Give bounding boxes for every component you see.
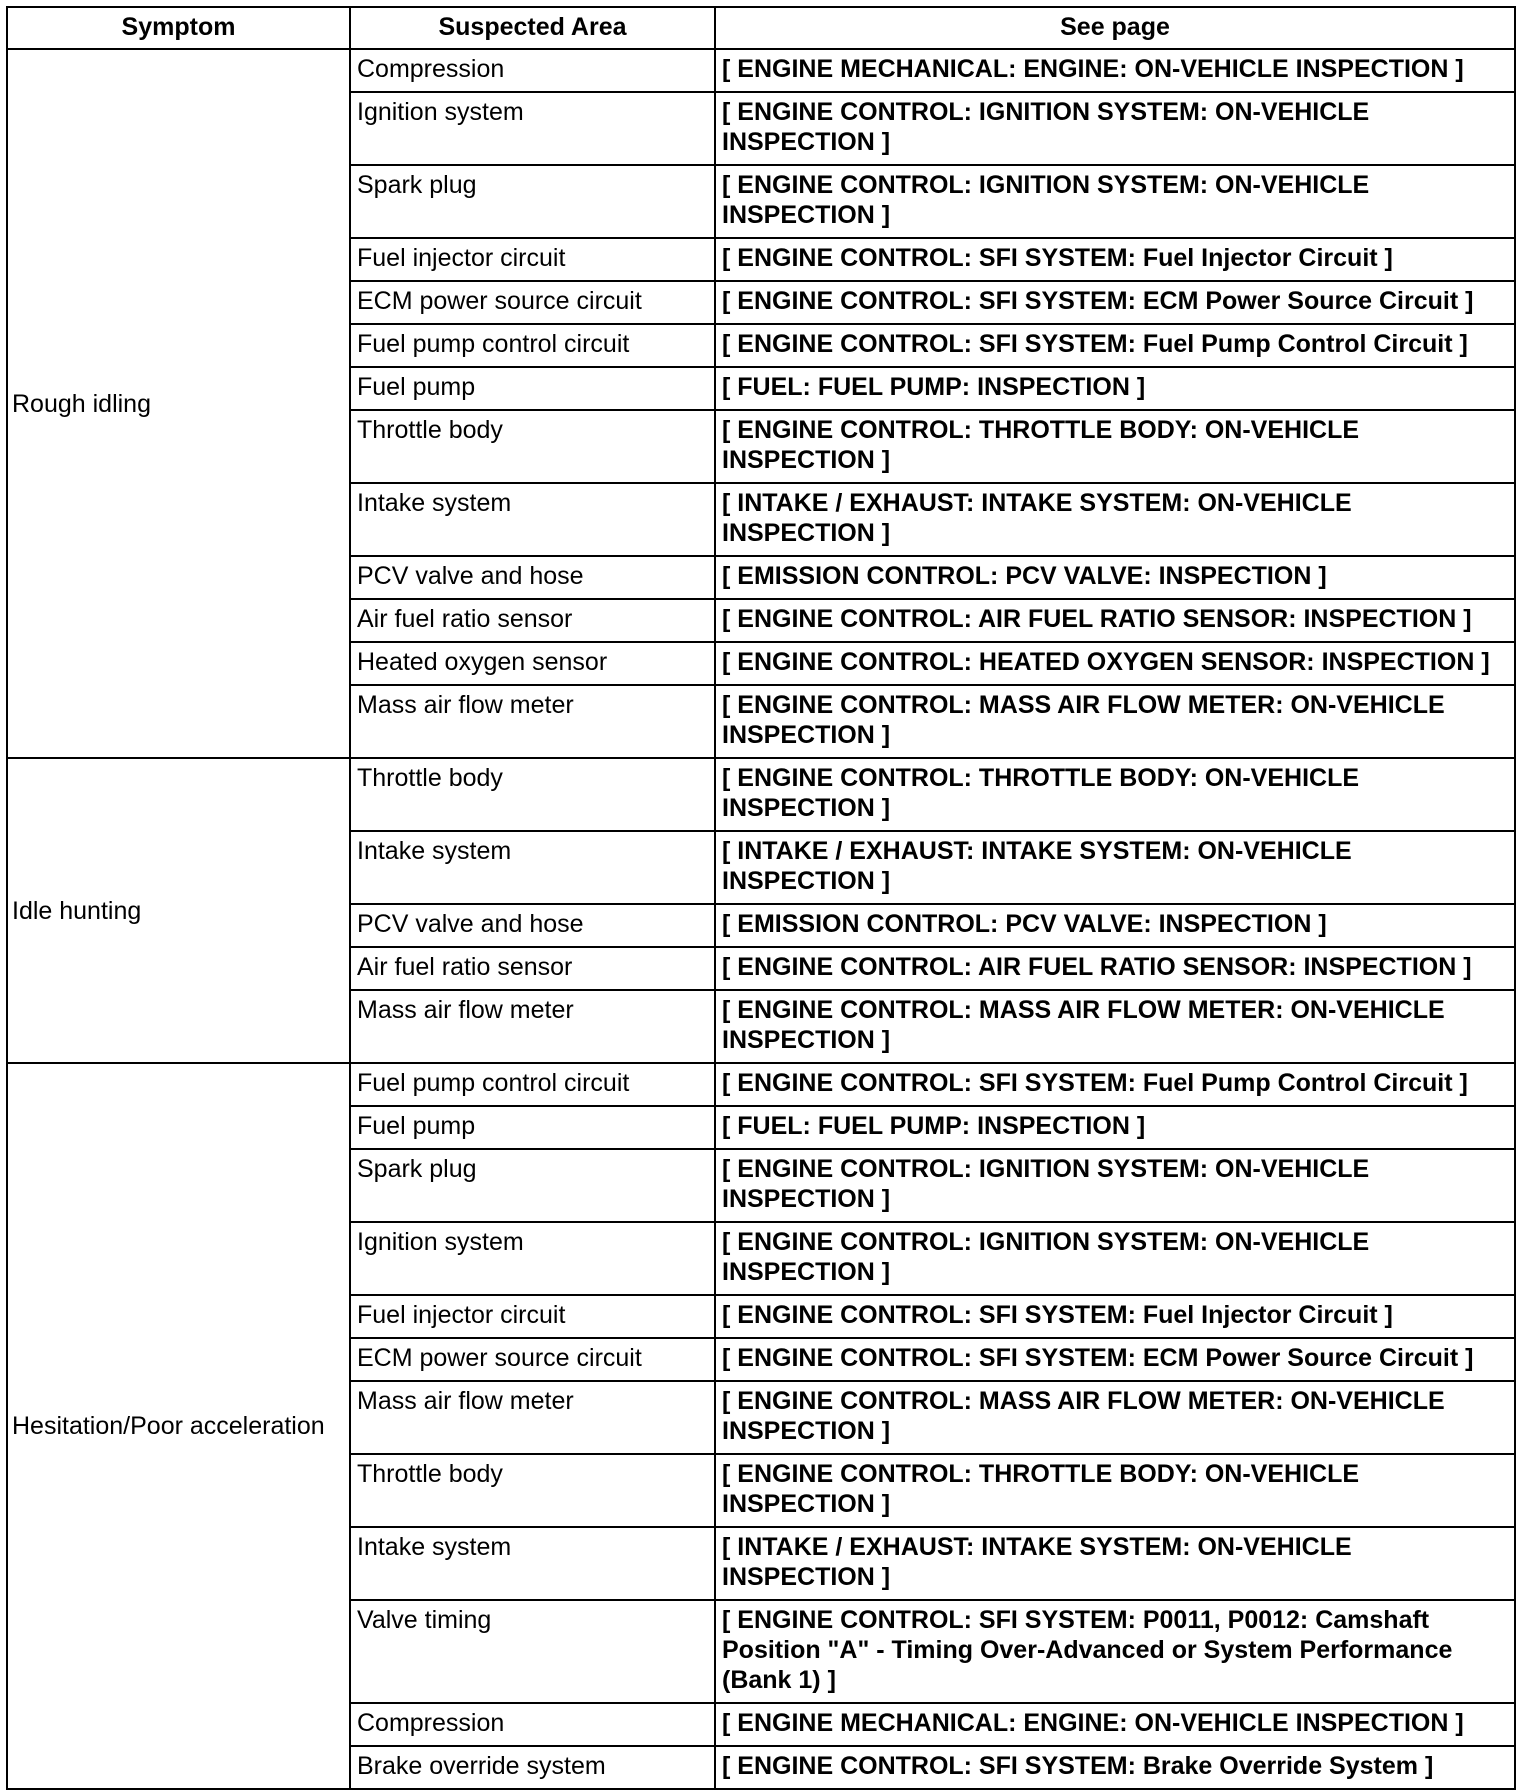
table-row: [7, 1063, 1515, 1106]
see-page-cell: [ ENGINE CONTROL: IGNITION SYSTEM: ON-VEHICLE INSPECTION ]: [715, 165, 1515, 238]
see-page-cell: [ ENGINE CONTROL: SFI SYSTEM: ECM Power Source Circuit ]: [715, 1338, 1515, 1381]
see-page-cell: [ ENGINE CONTROL: MASS AIR FLOW METER: ON-VEHICLE INSPECTION ]: [715, 990, 1515, 1063]
see-page-cell: [ ENGINE CONTROL: THROTTLE BODY: ON-VEHICLE INSPECTION ]: [715, 410, 1515, 483]
see-page-cell: [ ENGINE CONTROL: THROTTLE BODY: ON-VEHICLE INSPECTION ]: [715, 1454, 1515, 1527]
suspected-area-cell: Air fuel ratio sensor: [350, 947, 715, 990]
suspected-area-cell: Compression: [350, 49, 715, 92]
see-page-cell: [ ENGINE CONTROL: HEATED OXYGEN SENSOR: INSPECTION ]: [715, 642, 1515, 685]
see-page-cell: [ INTAKE / EXHAUST: INTAKE SYSTEM: ON-VEHICLE INSPECTION ]: [715, 1527, 1515, 1600]
table-row: [7, 758, 1515, 831]
symptom-cell: Rough idling: [7, 49, 350, 758]
suspected-area-cell: Spark plug: [350, 165, 715, 238]
suspected-area-cell: Ignition system: [350, 92, 715, 165]
see-page-cell: [ ENGINE CONTROL: SFI SYSTEM: Fuel Pump Control Circuit ]: [715, 324, 1515, 367]
symptom-cell: Hesitation/Poor acceleration: [7, 1063, 350, 1789]
suspected-area-cell: Ignition system: [350, 1222, 715, 1295]
see-page-cell: [ INTAKE / EXHAUST: INTAKE SYSTEM: ON-VEHICLE INSPECTION ]: [715, 483, 1515, 556]
see-page-cell: [ ENGINE CONTROL: SFI SYSTEM: P0011, P0012: Camshaft Position "A" - Timing Over-Advanced or System Performance (Bank 1) ]: [715, 1600, 1515, 1703]
see-page-cell: [ ENGINE CONTROL: IGNITION SYSTEM: ON-VEHICLE INSPECTION ]: [715, 1149, 1515, 1222]
suspected-area-cell: Intake system: [350, 831, 715, 904]
suspected-area-cell: Brake override system: [350, 1746, 715, 1789]
column-header-see-page: See page: [715, 7, 1515, 49]
see-page-cell: [ ENGINE CONTROL: THROTTLE BODY: ON-VEHICLE INSPECTION ]: [715, 758, 1515, 831]
suspected-area-cell: Intake system: [350, 483, 715, 556]
suspected-area-cell: Valve timing: [350, 1600, 715, 1703]
suspected-area-cell: Throttle body: [350, 758, 715, 831]
table-row: [7, 49, 1515, 92]
suspected-area-cell: ECM power source circuit: [350, 1338, 715, 1381]
troubleshooting-table: [6, 6, 1516, 1790]
suspected-area-cell: Air fuel ratio sensor: [350, 599, 715, 642]
suspected-area-cell: PCV valve and hose: [350, 904, 715, 947]
suspected-area-cell: Throttle body: [350, 410, 715, 483]
see-page-cell: [ ENGINE CONTROL: IGNITION SYSTEM: ON-VEHICLE INSPECTION ]: [715, 92, 1515, 165]
see-page-cell: [ ENGINE CONTROL: SFI SYSTEM: ECM Power Source Circuit ]: [715, 281, 1515, 324]
suspected-area-cell: Mass air flow meter: [350, 685, 715, 758]
see-page-cell: [ FUEL: FUEL PUMP: INSPECTION ]: [715, 367, 1515, 410]
see-page-cell: [ ENGINE CONTROL: SFI SYSTEM: Fuel Injector Circuit ]: [715, 238, 1515, 281]
see-page-cell: [ EMISSION CONTROL: PCV VALVE: INSPECTION ]: [715, 556, 1515, 599]
suspected-area-cell: Fuel injector circuit: [350, 238, 715, 281]
see-page-cell: [ ENGINE CONTROL: AIR FUEL RATIO SENSOR: INSPECTION ]: [715, 599, 1515, 642]
suspected-area-cell: Fuel injector circuit: [350, 1295, 715, 1338]
suspected-area-cell: Compression: [350, 1703, 715, 1746]
suspected-area-cell: PCV valve and hose: [350, 556, 715, 599]
suspected-area-cell: Fuel pump: [350, 367, 715, 410]
column-header-symptom: Symptom: [7, 7, 350, 49]
see-page-cell: [ ENGINE MECHANICAL: ENGINE: ON-VEHICLE INSPECTION ]: [715, 1703, 1515, 1746]
suspected-area-cell: Spark plug: [350, 1149, 715, 1222]
suspected-area-cell: Fuel pump control circuit: [350, 324, 715, 367]
column-header-suspected-area: Suspected Area: [350, 7, 715, 49]
see-page-cell: [ ENGINE CONTROL: SFI SYSTEM: Fuel Injector Circuit ]: [715, 1295, 1515, 1338]
see-page-cell: [ ENGINE CONTROL: IGNITION SYSTEM: ON-VEHICLE INSPECTION ]: [715, 1222, 1515, 1295]
suspected-area-cell: Heated oxygen sensor: [350, 642, 715, 685]
suspected-area-cell: Fuel pump control circuit: [350, 1063, 715, 1106]
see-page-cell: [ INTAKE / EXHAUST: INTAKE SYSTEM: ON-VEHICLE INSPECTION ]: [715, 831, 1515, 904]
suspected-area-cell: Fuel pump: [350, 1106, 715, 1149]
suspected-area-cell: Mass air flow meter: [350, 990, 715, 1063]
see-page-cell: [ ENGINE CONTROL: AIR FUEL RATIO SENSOR: INSPECTION ]: [715, 947, 1515, 990]
see-page-cell: [ FUEL: FUEL PUMP: INSPECTION ]: [715, 1106, 1515, 1149]
see-page-cell: [ EMISSION CONTROL: PCV VALVE: INSPECTION ]: [715, 904, 1515, 947]
see-page-cell: [ ENGINE MECHANICAL: ENGINE: ON-VEHICLE INSPECTION ]: [715, 49, 1515, 92]
symptom-cell: Idle hunting: [7, 758, 350, 1063]
see-page-cell: [ ENGINE CONTROL: SFI SYSTEM: Fuel Pump Control Circuit ]: [715, 1063, 1515, 1106]
see-page-cell: [ ENGINE CONTROL: MASS AIR FLOW METER: ON-VEHICLE INSPECTION ]: [715, 1381, 1515, 1454]
see-page-cell: [ ENGINE CONTROL: SFI SYSTEM: Brake Override System ]: [715, 1746, 1515, 1789]
suspected-area-cell: Intake system: [350, 1527, 715, 1600]
suspected-area-cell: ECM power source circuit: [350, 281, 715, 324]
see-page-cell: [ ENGINE CONTROL: MASS AIR FLOW METER: ON-VEHICLE INSPECTION ]: [715, 685, 1515, 758]
suspected-area-cell: Mass air flow meter: [350, 1381, 715, 1454]
suspected-area-cell: Throttle body: [350, 1454, 715, 1527]
